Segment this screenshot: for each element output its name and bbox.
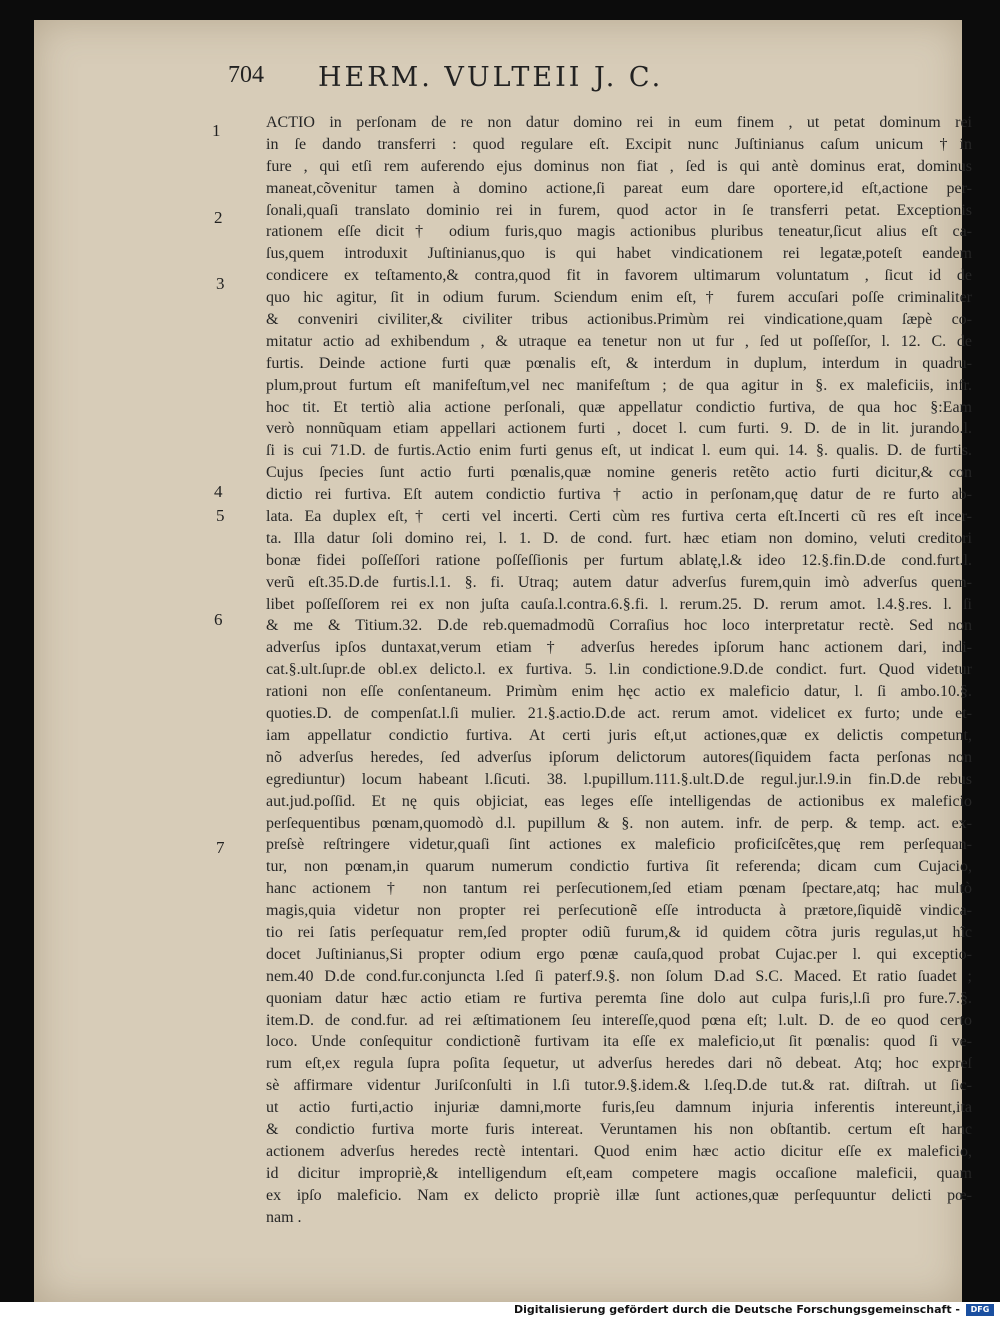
text-line: magis,quia videtur non propter rei perſecutionẽ eſſe introducta à prætore,ſiquidẽ vindica- xyxy=(266,902,972,920)
footer-bar xyxy=(0,1302,1000,1320)
text-line: mitatur actio ad exhibendum , & utraque ea tenetur non ut fur , ſed ut poſſeſſor, l. 12. C. de xyxy=(266,332,972,350)
text-line: maneat,cõvenitur tamen à domino actione,ſi pareat eum dare oportere,id eſt,actione per- xyxy=(266,179,972,197)
text-line: aut.jud.poſſid. Et nę quis objiciat, eas leges eſſe intelligendas de actionibus ex maleficio xyxy=(266,792,972,810)
margin-number: 1 xyxy=(212,121,221,140)
text-line: Cujus ſpecies ſunt actio furti pœnalis,quæ nomine generis retẽto actio furti dicitur,& con xyxy=(266,464,972,482)
text-line: adverſus ipſos duntaxat,verum etiam † adverſus heredes ipſorum hanc actionem dari, indi- xyxy=(266,639,972,657)
footer-credit: Digitalisierung gefördert durch die Deutsche Forschungsgemeinschaft - xyxy=(513,1303,960,1316)
margin-number: 7 xyxy=(216,838,225,857)
text-line: libet poſſeſſorem rei ex non juſta cauſa.l.contra.6.§.fi. l. rerum.25. D. rerum amot. l.4.§.res. l. ſi xyxy=(266,595,972,613)
text-line: furtis. Deinde actione furti quæ pœnalis eſt, & interdum in duplum, interdum in quadru- xyxy=(266,354,972,372)
text-line: ex ipſo maleficio. Nam ex delicto propriè illæ ſunt actiones,quæ perſequuntur delicti pœ- xyxy=(266,1186,972,1204)
text-line: quoties.D. de compenſat.l.ſi mulier. 21.§.actio.D.de act. rerum amot. videlicet ex furto; unde et- xyxy=(266,705,972,723)
text-line: ut actio furti,actio injuriæ damni,morte furis,ſeu damnum injuria inferentis intereunt,ita xyxy=(266,1099,972,1117)
text-line: rationi non eſſe conſentaneum. Primùm enim hęc actio ex maleficio datur, l. ſi ambo.10.§. xyxy=(266,683,972,701)
text-line: & me & Titium.32. D.de reb.quemadmodũ Corraſius hoc loco interpretatur rectè. Sed non xyxy=(266,617,972,635)
text-line: bonæ fidei poſſeſſori ratione poſſeſſionis per furtum ablatę,l.& ideo 12.§.fin.D.de cond.furt.l. xyxy=(266,551,972,569)
text-line: quoniam datur hæc actio etiam re furtiva peremta ſine dolo aut culpa furis,l.ſi pro fure.7.§. xyxy=(266,989,972,1007)
text-line: tur, non pœnam,in quarum numerum condictio furtiva ſit referenda; dicam cum Cujacio, xyxy=(266,858,972,876)
dfg-logo: DFG xyxy=(966,1304,994,1316)
text-line: lata. Ea duplex eſt,† certi vel incerti. Certi cùm res furtiva certa eſt.Incerti cũ res eſt incer- xyxy=(266,508,972,526)
text-line: fure , qui etſi rem auferendo ejus dominus non fiat , ſed is qui antè dominus erat, dominus xyxy=(266,157,972,175)
text-line: sè affirmare videntur Juriſconſulti in l.ſi tutor.9.§.idem.& l.ſeq.D.de tut.& rat. diſtrah. ut ſic- xyxy=(266,1077,972,1095)
text-line: ta. Illa datur ſoli domino rei, l. 1. D. de cond. furt. hæc etiam non domino, veluti creditori xyxy=(266,529,972,547)
text-line: ſus,quem introduxit Juſtinianus,quo is qui habet vindicationem rei legatæ,poteſt eandem xyxy=(266,245,972,263)
text-line: egrediuntur) locum habeant l.ſicuti. 38. l.pupillum.111.§.ult.D.de regul.jur.l.9.in fin.D.de rebus xyxy=(266,770,972,788)
text-line: nam . xyxy=(266,1208,302,1226)
text-line: rum eſt,ex regula ſupra poſita ſequetur, ut adverſus heredes dari nõ debeat. Atq; hoc expreſ xyxy=(266,1055,972,1073)
page-number: 704 xyxy=(228,62,264,88)
text-line: dictio rei furtiva. Eſt autem condictio furtiva † actio in perſonam,quę datur de re furto ab- xyxy=(266,486,972,504)
running-title: HERM. VULTEII J. C. xyxy=(318,62,664,93)
text-line: preſsè reſtringere videtur,quaſi ſint actiones ex maleficio proficiſcẽtes,quę rem perſequan- xyxy=(266,836,972,854)
text-line: hoc tit. Et tertiò alia actione perſonali, quæ appellatur condictio furtiva, de qua hoc §:Eam xyxy=(266,398,972,416)
margin-number: 2 xyxy=(214,208,223,227)
margin-number: 4 xyxy=(214,482,223,501)
text-line: rationem eſſe dicit† odium furis,quo magis actionibus pluribus teneatur,ſicut alius eſt ca- xyxy=(266,223,972,241)
text-line: condicere ex teſtamento,& contra,quod fit in favorem ultimarum voluntatum , ſicut id de xyxy=(266,267,972,285)
margin-number: 6 xyxy=(214,610,223,629)
text-line: & condictio furtiva morte furis intereat. Veruntamen his non obſtantib. certum eſt hanc xyxy=(266,1120,972,1138)
margin-number: 3 xyxy=(216,274,225,293)
text-line: loco. Unde conſequitur condictionẽ furtivam ita eſſe ex maleficio,ut ſit pœnalis: quod ſi ve- xyxy=(266,1033,972,1051)
body-text xyxy=(266,112,972,1228)
text-line: ſi is cui 71.D. de furtis.Actio enim furti genus eſt, ut indicat l. eum qui. 14. §. qualis. D. de furtis. xyxy=(266,442,972,460)
book-page xyxy=(34,20,972,1302)
text-line: iam appellatur condictio furtiva. At certi juris eſt,ut actiones,quæ ex delictis competunt, xyxy=(266,726,972,744)
text-line: perſequentibus pœnam,quomodò d.l. pupillum & §. non autem. infr. de perp. & temp. act. ex- xyxy=(266,814,972,832)
text-line: docet Juſtinianus,Si propter odium ergo pœnæ cauſa,quod probat Cujac.per l. qui exceptio- xyxy=(266,945,972,963)
text-line: verũ eſt.35.D.de furtis.l.1. §. fi. Utraq; autem datur adverſus furem,quin imò adverſus quem- xyxy=(266,573,972,591)
text-line: nem.40 D.de cond.fur.conjuncta l.ſed ſi paterf.9.§. non ſolum D.ad S.C. Maced. Et ratio ſuadet ; xyxy=(266,967,972,985)
text-line: hanc actionem † non tantum rei perſecutionem,ſed etiam pœnam ſpectare,atq; hac multò xyxy=(266,880,972,898)
text-line: & conveniri civiliter,& civiliter tribus actionibus.Primùm rei vindicatione,quam ſæpè co- xyxy=(266,311,972,329)
text-line: tio rei ſatis perſequatur rem,ſed propter odiũ furum,& id quidem cõtra juris regulas,ut hîc xyxy=(266,923,972,941)
text-line: item.D. de cond.fur. ad rei æſtimationem ſeu intereſſe,quod pœna eſt; l.ult. D. de eo quod certo xyxy=(266,1011,972,1029)
text-line: actionem adverſus heredes rectè intentari. Quod enim hæc actio dicitur eſſe ex maleficio, xyxy=(266,1142,972,1160)
text-line: cat.§.ult.ſupr.de obl.ex delicto.l. ex furtiva. 5. l.in condictione.9.D.de condict. furt. Quod videtur xyxy=(266,661,972,679)
text-line: nõ adverſus heredes, ſed adverſus ipſorum delictorum autores(ſiquidem facta perſonas non xyxy=(266,748,972,766)
text-line: id dicitur impropriè,& intelligendum eſt,eam competere magis occaſione maleficii, quam xyxy=(266,1164,972,1182)
text-line: ACTIO in perſonam de re non datur domino rei in eum finem , ut petat dominum rei xyxy=(266,114,972,131)
text-line: verò nonnũquam etiam appellari actionem furti , docet l. cum furti. 9. D. de in lit. jurando.l. xyxy=(266,420,972,438)
text-line: ſonali,quaſi translato dominio rei in furem, quod actor in ſe transferri petat. Exceptionis xyxy=(266,201,972,219)
text-line: in ſe dando transferri : quod regulare eſt. Excipit nunc Juſtinianus caſum unicum †in xyxy=(266,135,972,153)
text-line: quo hic agitur, ſit in odium furum. Sciendum enim eſt,† furem accuſari poſſe criminaliter xyxy=(266,289,972,307)
text-line: plum,prout furtum eſt manifeſtum,vel nec manifeſtum ; de qua agitur in §. ex maleficiis, infr. xyxy=(266,376,972,394)
margin-number: 5 xyxy=(216,506,225,525)
